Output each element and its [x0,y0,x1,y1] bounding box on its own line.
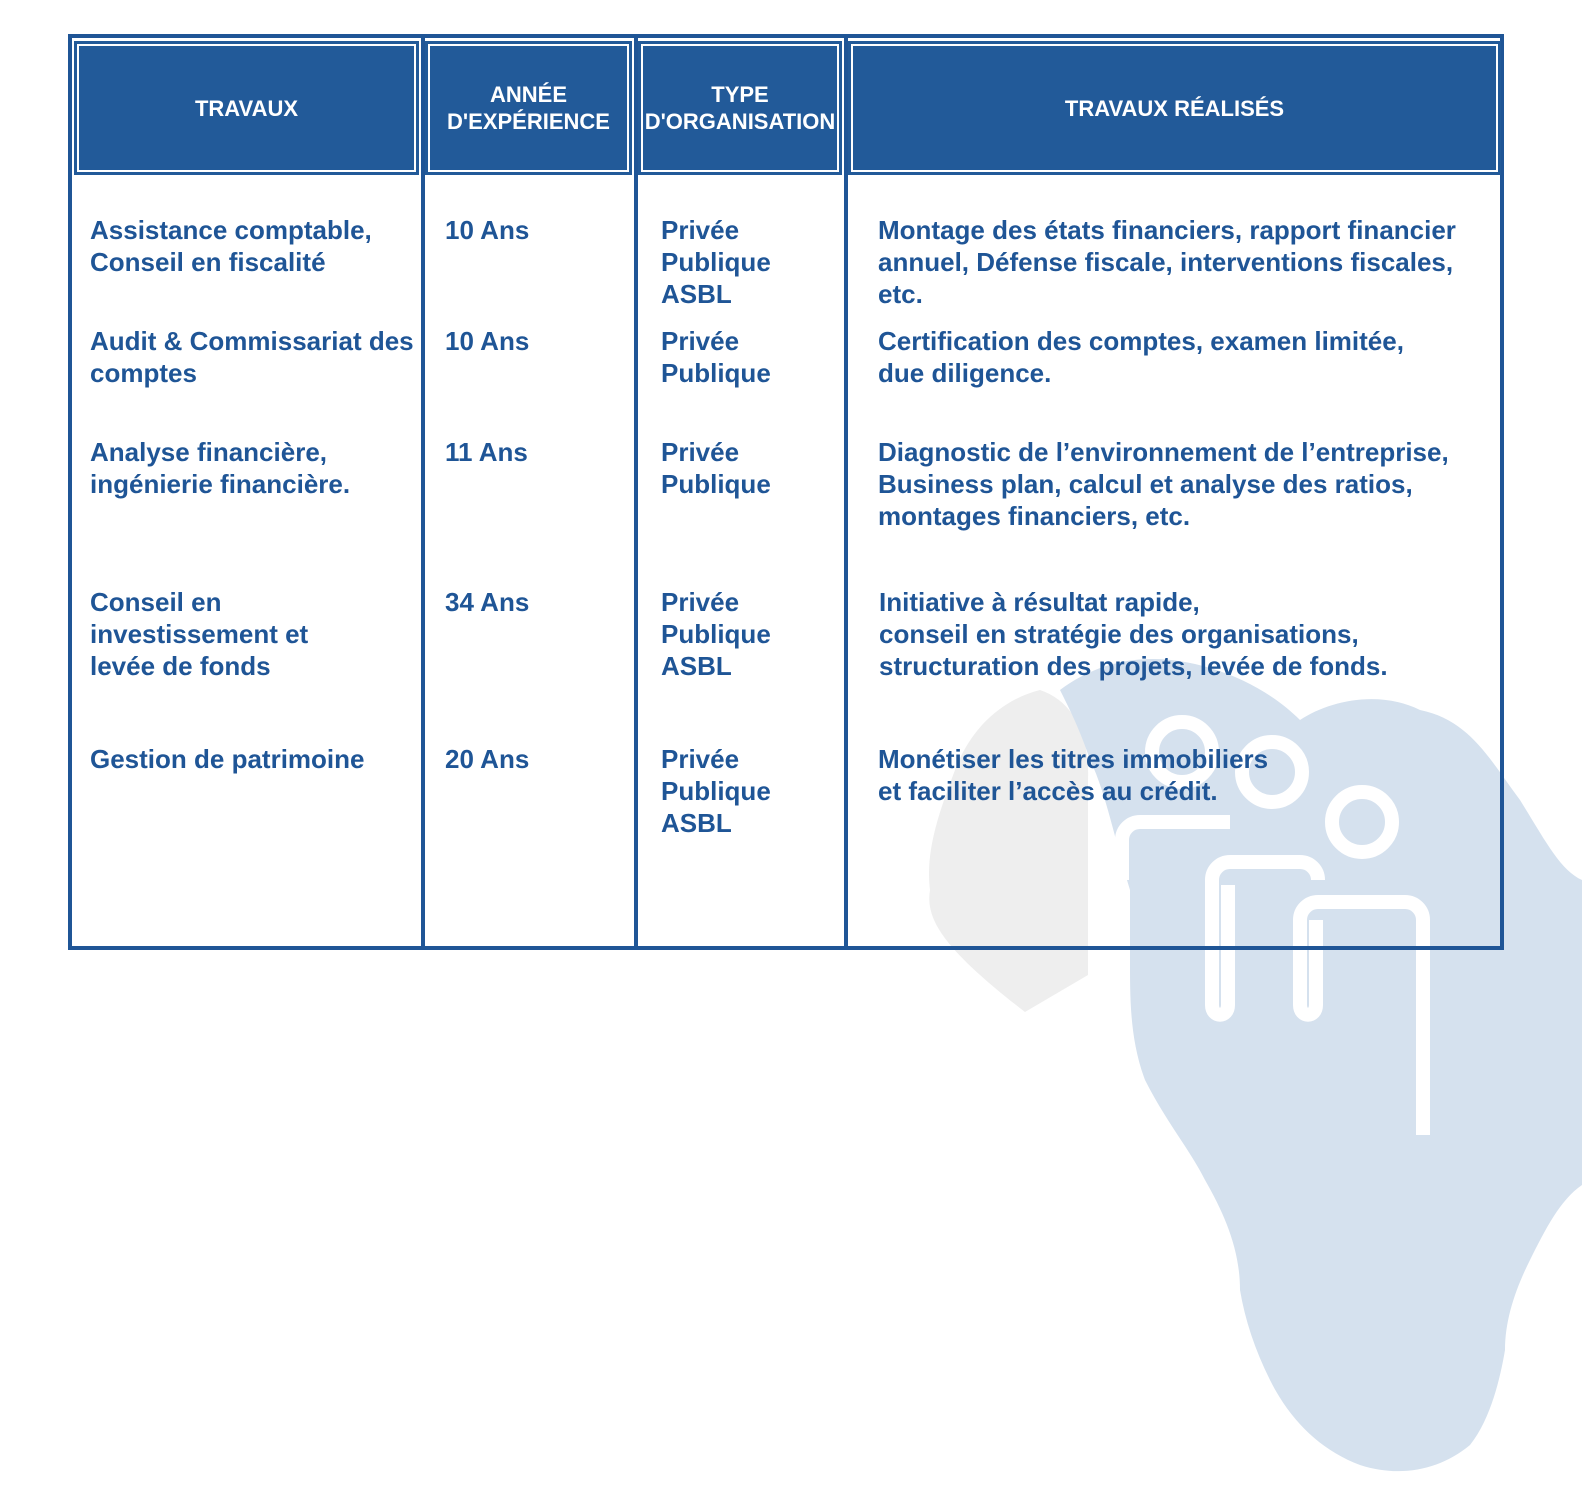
cell-type: Privée Publique [661,326,771,388]
cell-type: Privée Publique ASBL [661,744,771,838]
header-type-organisation: TYPE D'ORGANISATION [638,41,842,175]
cell-annee: 10 Ans [445,326,530,356]
header-travaux-realises: TRAVAUX RÉALISÉS [848,41,1501,175]
cell-travaux: Audit & Commissariat des comptes [90,326,414,388]
cell-annee: 11 Ans [445,437,528,467]
cell-annee: 20 Ans [445,744,530,774]
cell-annee: 10 Ans [445,215,530,245]
cell-realises: Certification des comptes, examen limitée, due diligence. [878,326,1404,388]
services-table [68,34,1504,950]
cell-type: Privée Publique [661,437,771,499]
cell-travaux: Analyse financière, ingénierie financière. [90,437,351,499]
cell-travaux: Conseil en investissement et levée de fonds [90,587,309,681]
cell-annee: 34 Ans [445,587,530,617]
cell-type: Privée Publique ASBL [661,587,771,681]
header-travaux: TRAVAUX [74,41,419,175]
cell-realises: Initiative à résultat rapide, conseil en stratégie des organisations, structuration des projets, levée de fonds. [879,587,1388,681]
cell-travaux: Assistance comptable, Conseil en fiscalité [90,215,372,277]
cell-realises: Monétiser les titres immobiliers et faciliter l’accès au crédit. [878,744,1269,806]
cell-type: Privée Publique ASBL [661,215,771,309]
header-annee-experience: ANNÉE D'EXPÉRIENCE [425,41,632,175]
cell-realises: Montage des états financiers, rapport financier annuel, Défense fiscale, interventions fiscales, etc. [878,215,1456,309]
cell-travaux: Gestion de patrimoine [90,744,365,774]
cell-realises: Diagnostic de l’environnement de l’entreprise, Business plan, calcul et analyse des ratios, montages financiers, etc. [878,437,1449,531]
